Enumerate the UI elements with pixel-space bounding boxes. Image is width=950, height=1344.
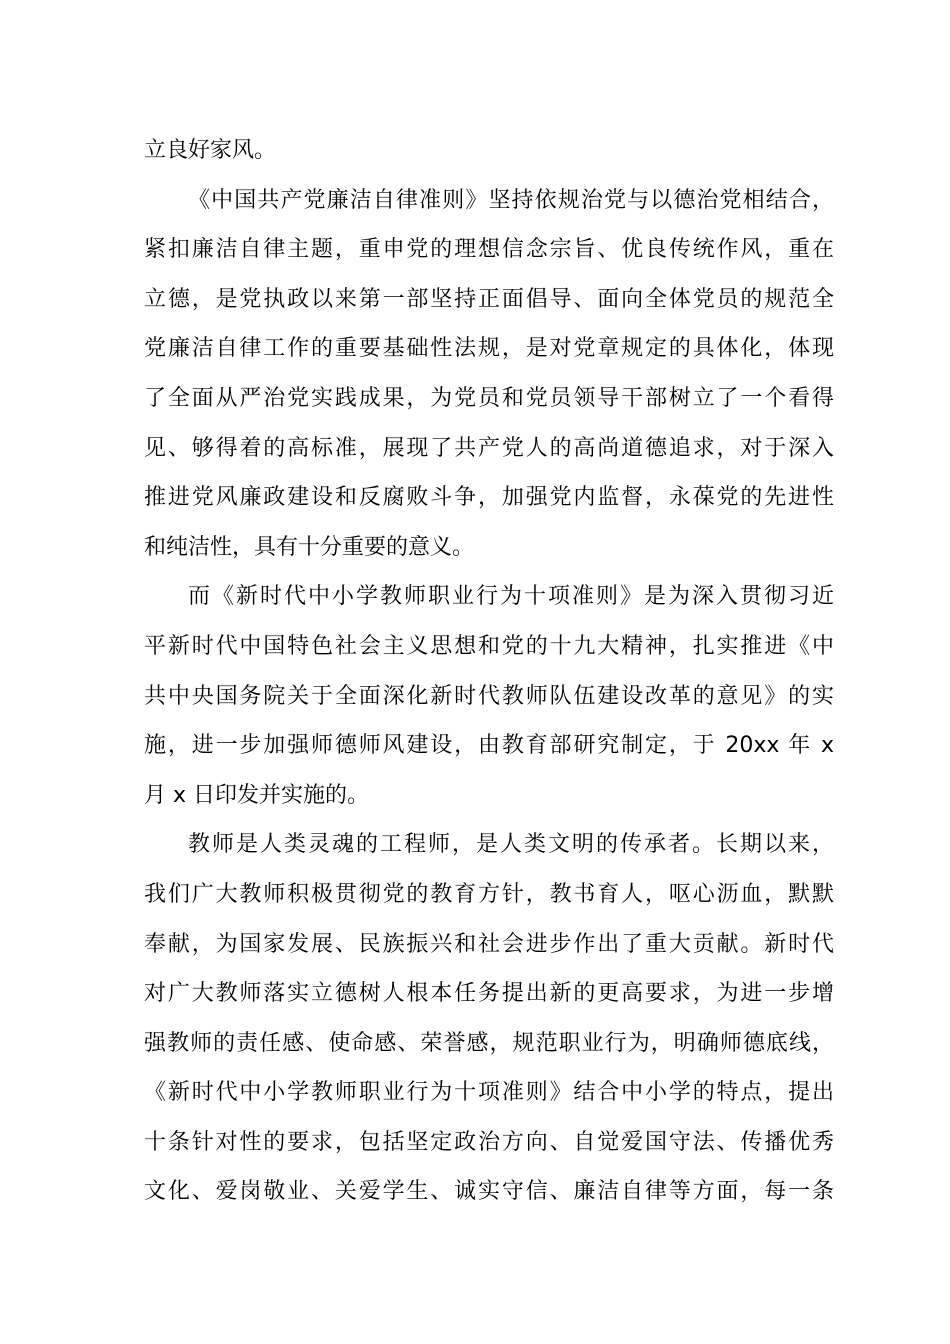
paragraph-line: 强教师的责任感、使命感、荣誉感，规范职业行为，明确师德底线，: [144, 1030, 834, 1056]
paragraph-line: 见、够得着的高标准，展现了共产党人的高尚道德追求，对于深入: [144, 435, 834, 461]
paragraph-last-line: 月 x 日印发并实施的。: [144, 782, 370, 808]
paragraph-line: 共中央国务院关于全面深化新时代教师队伍建设改革的意见》的实: [144, 683, 834, 709]
paragraph-line: 了全面从严治党实践成果，为党员和党员领导干部树立了一个看得: [144, 385, 834, 411]
body-text: [144, 126, 834, 1217]
paragraph-line: 对广大教师落实立德树人根本任务提出新的更高要求，为进一步增: [144, 981, 834, 1007]
paragraph-line: 奉献，为国家发展、民族振兴和社会进步作出了重大贡献。新时代: [144, 931, 834, 957]
paragraph-line: 平新时代中国特色社会主义思想和党的十九大精神，扎实推进《中: [144, 633, 834, 659]
paragraph-line: 十条针对性的要求，包括坚定政治方向、自觉爱国守法、传播优秀: [144, 1129, 834, 1155]
paragraph-first-line: 教师是人类灵魂的工程师，是人类文明的传承者。长期以来，: [188, 832, 834, 858]
paragraph-line: 施，进一步加强师德师风建设，由教育部研究制定，于 20xx 年 x: [144, 733, 834, 759]
paragraph-first-line: 《中国共产党廉洁自律准则》坚持依规治党与以德治党相结合，: [188, 187, 834, 213]
paragraph-line: 紧扣廉洁自律主题，重申党的理想信念宗旨、优良传统作风，重在: [144, 237, 834, 263]
paragraph-line: 立德，是党执政以来第一部坚持正面倡导、面向全体党员的规范全: [144, 286, 834, 312]
paragraph-line: 推进党风廉政建设和反腐败斗争，加强党内监督，永葆党的先进性: [144, 485, 834, 511]
paragraph-line: 文化、爱岗敬业、关爱学生、诚实守信、廉洁自律等方面，每一条: [144, 1179, 834, 1205]
paragraph-line: 立良好家风。: [144, 138, 277, 163]
paragraph-first-line: 而《新时代中小学教师职业行为十项准则》是为深入贯彻习近: [188, 584, 834, 610]
paragraph-line: 我们广大教师积极贯彻党的教育方针，教书育人，呕心沥血，默默: [144, 881, 834, 907]
paragraph-line: 《新时代中小学教师职业行为十项准则》结合中小学的特点，提出: [144, 1080, 834, 1106]
paragraph-last-line: 和纯洁性，具有十分重要的意义。: [144, 534, 475, 560]
paragraph-line: 党廉洁自律工作的重要基础性法规，是对党章规定的具体化，体现: [144, 336, 834, 362]
